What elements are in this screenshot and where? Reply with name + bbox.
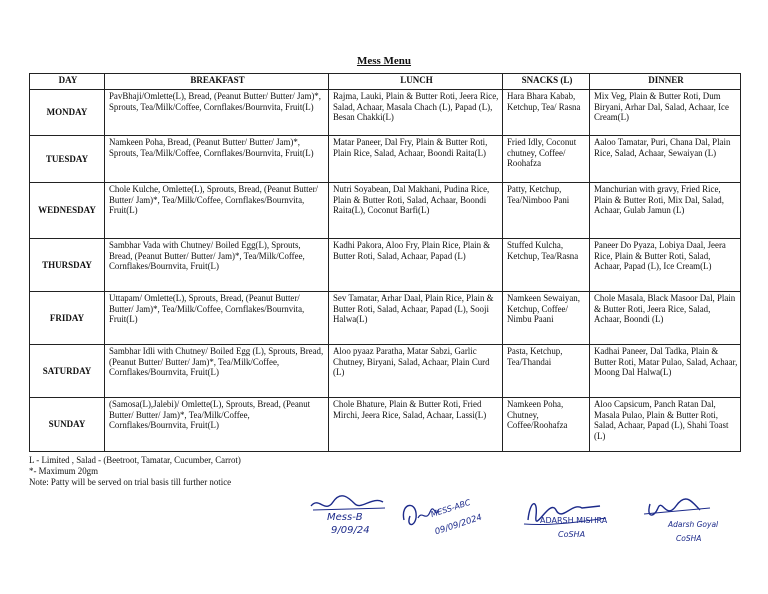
dinner-cell: Mix Veg, Plain & Butter Roti, Dum Biryani, Arhar Dal, Salad, Achaar, Ice Cream(L) (590, 90, 741, 136)
signature-role: CoSHA (558, 530, 586, 539)
table-row (30, 136, 741, 183)
signature-mess-label: MESS-ABC (429, 497, 472, 520)
breakfast-cell: Chole Kulche, Omlette(L), Sprouts, Bread, (Peanut Butter/ Butter/ Jam)*, Tea/Milk/Coffee, Cornflakes/Bournvita, Fruit(L) (105, 183, 329, 239)
menu-title (0, 55, 768, 67)
snacks-cell: Fried Idly, Coconut chutney, Coffee/ Roohafza (503, 136, 590, 183)
header-dinner: DINNER (590, 74, 741, 90)
dinner-cell: Kadhai Paneer, Dal Tadka, Plain & Butter Roti, Matar Pulao, Salad, Achaar, Moong Dal Halwa(L) (590, 345, 741, 398)
snacks-cell: Pasta, Ketchup, Tea/Thandai (503, 345, 590, 398)
day-cell: THURSDAY (30, 239, 105, 292)
table-row (30, 183, 741, 239)
dinner-cell: Aaloo Tamatar, Puri, Chana Dal, Plain Rice, Salad, Achaar, Sewaiyan (L) (590, 136, 741, 183)
note-limited: L - Limited , Salad - (Beetroot, Tamatar, Cucumber, Carrot) (29, 455, 241, 465)
mess-menu-table (29, 73, 741, 452)
signature-role: CoSHA (676, 534, 702, 543)
header-breakfast: BREAKFAST (105, 74, 329, 90)
signature-adarsh-mishra (520, 492, 630, 544)
signature-adarsh-goyal (640, 490, 740, 548)
lunch-cell: Aloo pyaaz Paratha, Matar Sabzi, Garlic Chutney, Biryani, Salad, Achaar, Plain Curd (L) (329, 345, 503, 398)
day-cell: WEDNESDAY (30, 183, 105, 239)
day-cell: FRIDAY (30, 292, 105, 345)
lunch-cell: Nutri Soyabean, Dal Makhani, Pudina Rice, Plain & Butter Roti, Salad, Achaar, Boondi Raita(L), Coconut Barfi(L) (329, 183, 503, 239)
lunch-cell: Chole Bhature, Plain & Butter Roti, Fried Mirchi, Jeera Rice, Salad, Achaar, Lassi(L) (329, 398, 503, 452)
signature-date: 9/09/24 (331, 525, 370, 536)
table-row (30, 292, 741, 345)
signature-mess: Mess-B (327, 512, 363, 523)
day-cell: SATURDAY (30, 345, 105, 398)
snacks-cell: Namkeen Poha, Chutney, Coffee/Roohafza (503, 398, 590, 452)
table-row (30, 345, 741, 398)
breakfast-cell: (Samosa(L),Jalebi)/ Omlette(L), Sprouts, Bread, (Peanut Butter/ Butter/ Jam)*, Tea/Milk/Coffee, Cornflakes/Bournvita, Fruit(L) (105, 398, 329, 452)
signature-name: Adarsh Goyal (668, 520, 719, 529)
dinner-cell: Paneer Do Pyaza, Lobiya Daal, Jeera Rice, Plain & Butter Roti, Salad, Achaar, Papad (L), Ice Cream(L) (590, 239, 741, 292)
signature-name: ADARSH MISHRA (540, 516, 608, 525)
note-patty: Note: Patty will be served on trial basis till further notice (29, 477, 232, 487)
breakfast-cell: PavBhaji/Omlette(L), Bread, (Peanut Butter/ Butter/ Jam)*, Sprouts, Tea/Milk/Coffee, Cornflakes/Bournvita, Fruit(L) (105, 90, 329, 136)
header-lunch: LUNCH (329, 74, 503, 90)
day-cell: SUNDAY (30, 398, 105, 452)
signature-date: 09/09/2024 (433, 512, 484, 538)
header-snacks: SNACKS (L) (503, 74, 590, 90)
breakfast-cell: Sambhar Idli with Chutney/ Boiled Egg (L), Sprouts, Bread, (Peanut Butter/ Butter/ Jam)*, Tea/Milk/Coffee, Cornflakes/Bournvita, Fruit(L) (105, 345, 329, 398)
table-row (30, 398, 741, 452)
day-cell: TUESDAY (30, 136, 105, 183)
snacks-cell: Patty, Ketchup, Tea/Nimboo Pani (503, 183, 590, 239)
dinner-cell: Chole Masala, Black Masoor Dal, Plain & Butter Roti, Jeera Rice, Salad, Achaar, Boondi (L) (590, 292, 741, 345)
lunch-cell: Rajma, Lauki, Plain & Butter Roti, Jeera Rice, Salad, Achaar, Masala Chach (L), Papad (L), Besan Chakki(L) (329, 90, 503, 136)
menu-title-text: Mess Menu (356, 55, 412, 67)
day-cell: MONDAY (30, 90, 105, 136)
breakfast-cell: Namkeen Poha, Bread, (Peanut Butter/ Butter/ Jam)*, Sprouts, Tea/Milk/Coffee, Cornflakes/Bournvita, Fruit(L) (105, 136, 329, 183)
snacks-cell: Stuffed Kulcha, Ketchup, Tea/Rasna (503, 239, 590, 292)
breakfast-cell: Sambhar Vada with Chutney/ Boiled Egg(L), Sprouts, Bread, (Peanut Butter/ Butter/ Jam)*, Tea/Milk/Coffee, Cornflakes/Bournvita, Fruit(L) (105, 239, 329, 292)
lunch-cell: Sev Tamatar, Arhar Daal, Plain Rice, Plain & Butter Roti, Salad, Achaar, Papad (L), Sooji Halwa(L) (329, 292, 503, 345)
header-row (30, 74, 741, 90)
notes-block (29, 455, 241, 488)
lunch-cell: Kadhi Pakora, Aloo Fry, Plain Rice, Plain & Butter Roti, Salad, Achaar, Papad (L) (329, 239, 503, 292)
header-day: DAY (30, 74, 105, 90)
snacks-cell: Namkeen Sewaiyan, Ketchup, Coffee/ Nimbu Paani (503, 292, 590, 345)
snacks-cell: Hara Bhara Kabab, Ketchup, Tea/ Rasna (503, 90, 590, 136)
signature-scribble-icon (398, 490, 498, 548)
lunch-cell: Matar Paneer, Dal Fry, Plain & Butter Roti, Plain Rice, Salad, Achaar, Boondi Raita(L) (329, 136, 503, 183)
dinner-cell: Aloo Capsicum, Panch Ratan Dal, Masala Pulao, Plain & Butter Roti, Salad, Achaar, Papad (L), Shahi Toast (L) (590, 398, 741, 452)
note-maximum: *- Maximum 20gm (29, 466, 99, 476)
table-row (30, 239, 741, 292)
dinner-cell: Manchurian with gravy, Fried Rice, Plain & Butter Roti, Mix Dal, Salad, Achaar, Gulab Jamun (L) (590, 183, 741, 239)
signature-bhoomika (305, 492, 390, 544)
signature-mess-abc (398, 490, 498, 548)
breakfast-cell: Uttapam/ Omlette(L), Sprouts, Bread, (Peanut Butter/ Butter/ Jam)*, Tea/Milk/Coffee, Cornflakes/Bournvita, Fruit(L) (105, 292, 329, 345)
table-row (30, 90, 741, 136)
